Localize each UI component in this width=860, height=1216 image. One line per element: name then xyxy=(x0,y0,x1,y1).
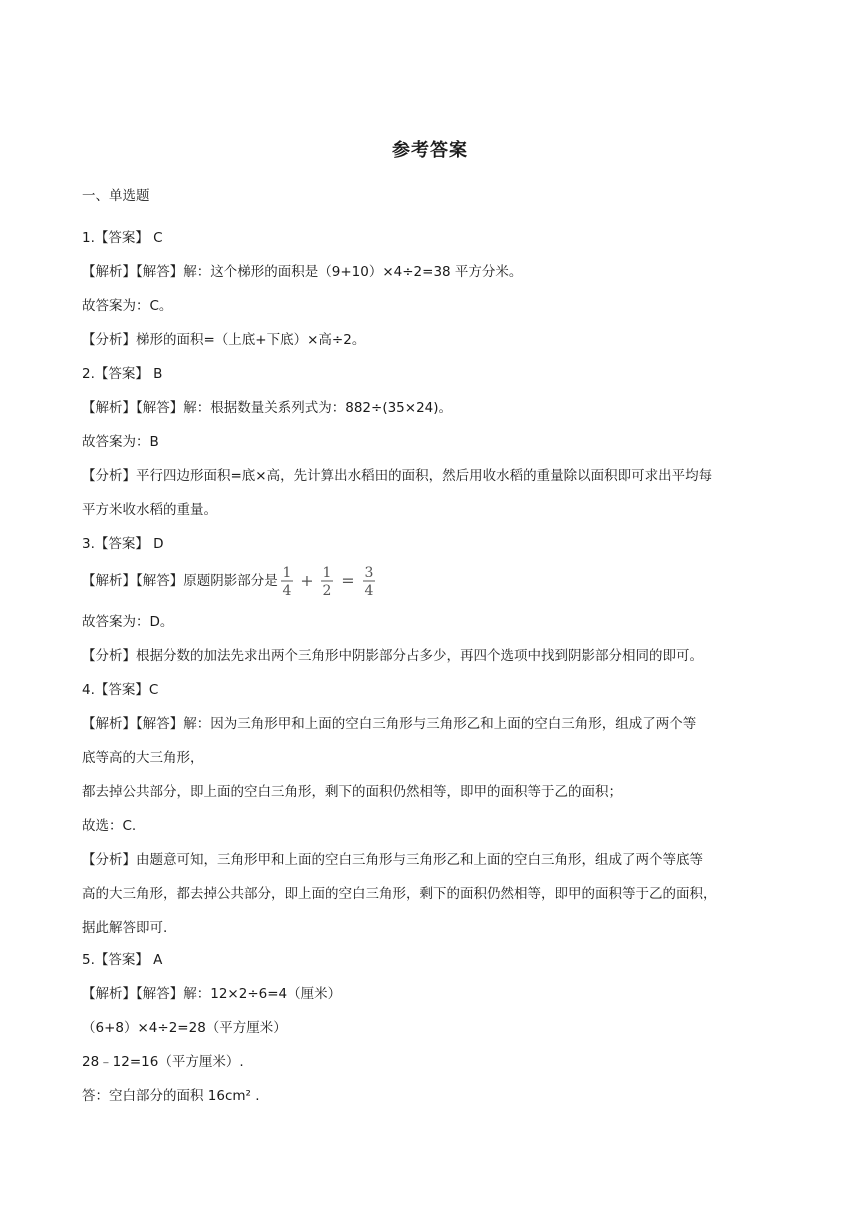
frac-c-denominator: 4 xyxy=(364,583,374,598)
frac-a-denominator: 4 xyxy=(282,583,292,598)
q1-analysis: 【解析】【解答】解：这个梯形的面积是（9+10）×4÷2=38 平方分米。 xyxy=(82,264,523,280)
frac-c-numerator: 3 xyxy=(364,565,374,581)
frac-b-numerator: 1 xyxy=(322,565,332,581)
q5-calc-line-3: 28﹣12=16（平方厘米）. xyxy=(82,1054,244,1070)
q4-explanation-line-2: 高的大三角形，都去掉公共部分，即上面的空白三角形，剩下的面积仍然相等，即甲的面积等于乙的面积， xyxy=(82,886,717,902)
q4-conclusion: 故选：C. xyxy=(82,818,137,834)
q5-answer: 5.【答案】 A xyxy=(82,952,163,968)
q5-analysis: 【解析】【解答】解：12×2÷6=4（厘米） xyxy=(82,986,342,1002)
q3-analysis-text: 【解析】【解答】原题阴影部分是 xyxy=(82,573,278,589)
q4-explanation-line-1: 【分析】由题意可知，三角形甲和上面的空白三角形与三角形乙和上面的空白三角形，组成了两个等底等 xyxy=(82,852,703,868)
equals-sign: = xyxy=(341,571,355,590)
frac-b-denominator: 2 xyxy=(322,583,332,598)
q5-calc-line-2: （6+8）×4÷2=28（平方厘米） xyxy=(82,1020,287,1036)
q1-explanation: 【分析】梯形的面积=（上底+下底）×高÷2。 xyxy=(82,332,366,348)
q2-explanation-line-1: 【分析】平行四边形面积=底×高，先计算出水稻田的面积，然后用收水稻的重量除以面积即可求出平均每 xyxy=(82,468,713,484)
q2-analysis: 【解析】【解答】解：根据数量关系列式为：882÷(35×24)。 xyxy=(82,400,453,416)
plus-sign: + xyxy=(300,571,314,590)
q3-explanation: 【分析】根据分数的加法先求出两个三角形中阴影部分占多少，再四个选项中找到阴影部分相同的即可。 xyxy=(82,648,703,664)
q4-explanation-line-3: 据此解答即可. xyxy=(82,920,168,936)
q3-conclusion: 故答案为：D。 xyxy=(82,614,174,630)
q5-final-answer: 答：空白部分的面积 16cm² . xyxy=(82,1088,260,1104)
q4-analysis-line-3: 都去掉公共部分，即上面的空白三角形，剩下的面积仍然相等，即甲的面积等于乙的面积； xyxy=(82,784,622,800)
q1-answer: 1.【答案】 C xyxy=(82,230,163,246)
fraction-formula xyxy=(280,564,396,598)
q3-answer: 3.【答案】 D xyxy=(82,536,164,552)
q3-analysis xyxy=(82,564,782,598)
q2-answer: 2.【答案】 B xyxy=(82,366,163,382)
page-title: 参考答案 xyxy=(392,140,468,161)
q4-analysis-line-2: 底等高的大三角形， xyxy=(82,750,204,766)
q4-answer: 4.【答案】C xyxy=(82,682,159,698)
section-heading: 一、单选题 xyxy=(82,188,150,204)
q4-analysis-line-1: 【解析】【解答】解：因为三角形甲和上面的空白三角形与三角形乙和上面的空白三角形，组成了两个等 xyxy=(82,716,697,732)
q2-conclusion: 故答案为：B xyxy=(82,434,159,450)
q2-explanation-line-2: 平方米收水稻的重量。 xyxy=(82,502,217,518)
fraction-formula-graphic xyxy=(280,564,396,598)
q1-conclusion: 故答案为：C。 xyxy=(82,298,173,314)
frac-a-numerator: 1 xyxy=(282,565,292,581)
